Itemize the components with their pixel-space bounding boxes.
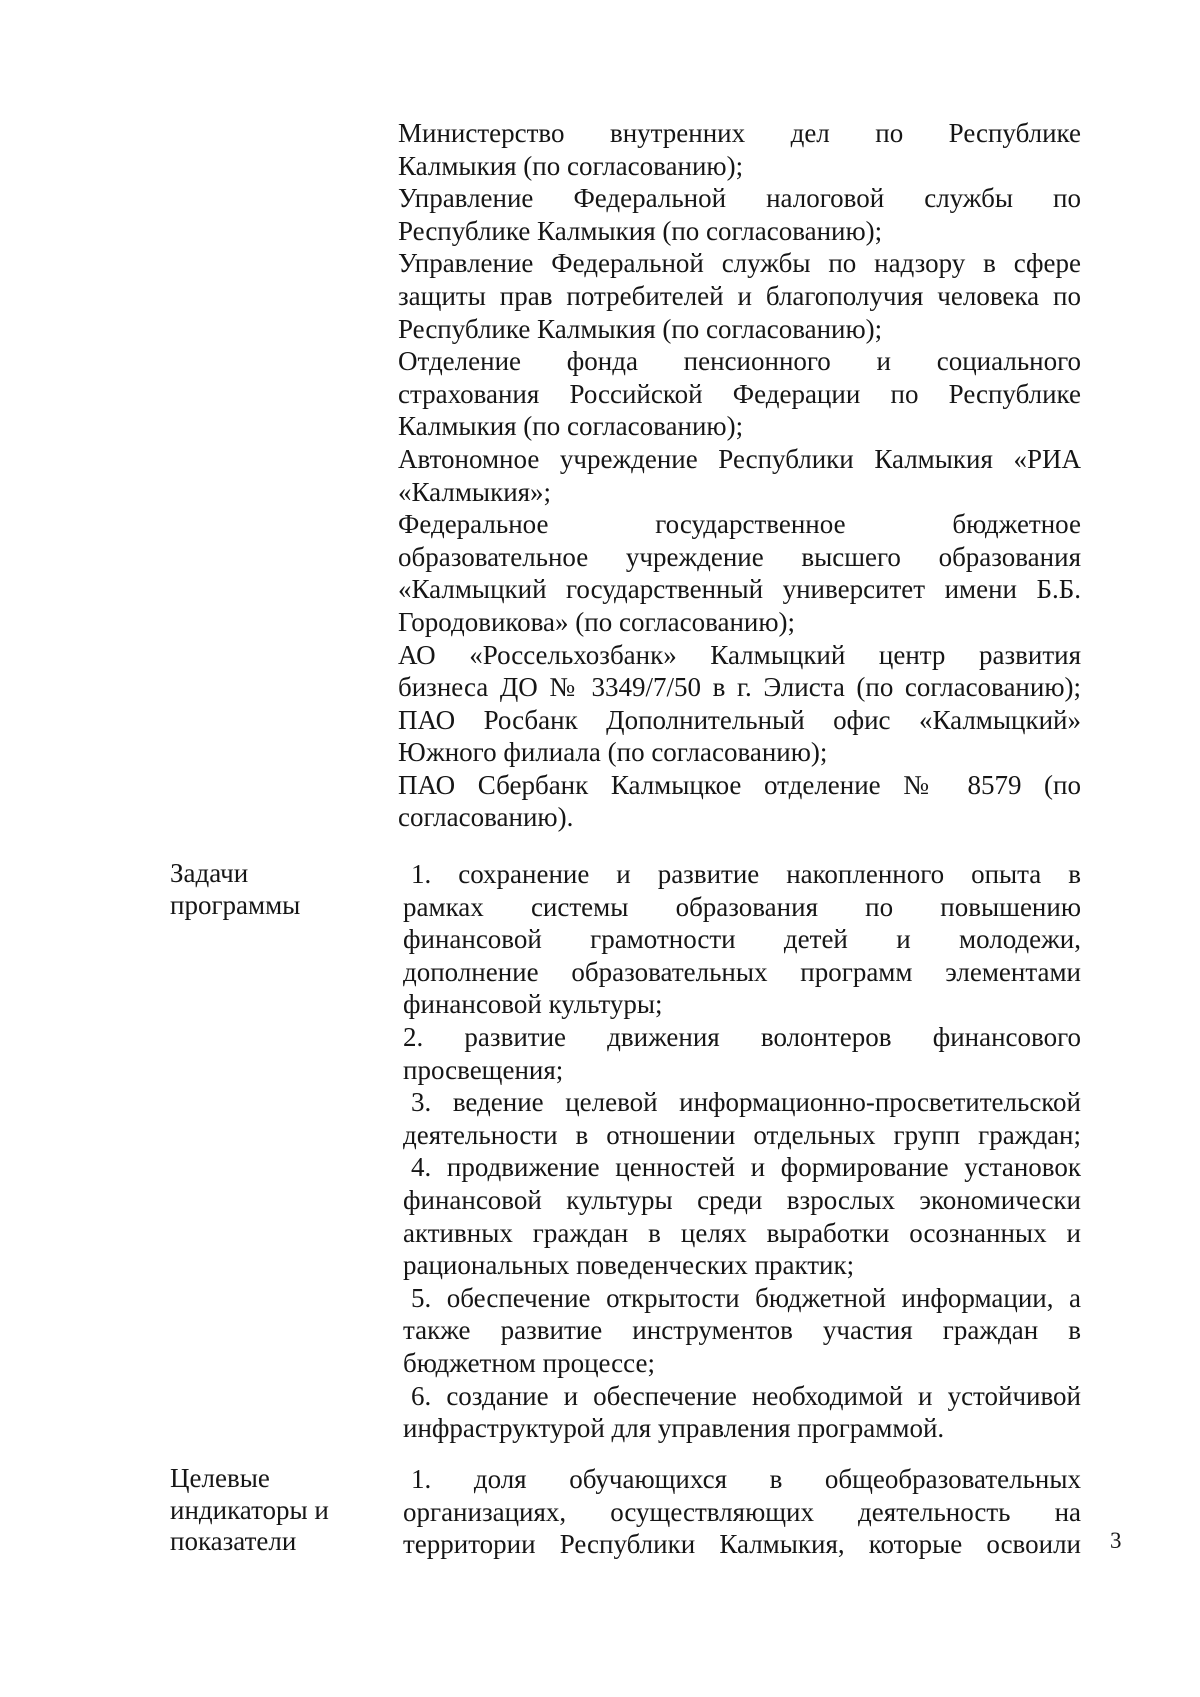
participants-line: Южного филиала (по согласованию); — [398, 737, 828, 768]
participants-line: «Калмыкия»; — [398, 476, 552, 507]
participants-line: образовательное учреждение высшего образования — [398, 541, 1081, 572]
tasks-line: просвещения; — [403, 1054, 564, 1085]
tasks-line: рамках системы образования по повышению — [403, 891, 1081, 922]
participants-line: Городовикова» (по согласованию); — [398, 606, 796, 637]
tasks-line: также развитие инструментов участия граждан в — [403, 1315, 1081, 1346]
tasks-line: 3. ведение целевой информационно-просветительской — [411, 1087, 1081, 1118]
tasks-line: деятельности в отношении отдельных групп граждан; — [403, 1119, 1081, 1150]
participants-line: АО «Россельхозбанк» Калмыцкий центр развития — [398, 639, 1081, 670]
tasks-list — [403, 858, 1081, 1445]
tasks-line: финансовой грамотности детей и молодежи, — [403, 924, 1081, 955]
participants-line: Управление Федеральной службы по надзору в сфере — [398, 248, 1081, 279]
participants-line: Республике Калмыкия (по согласованию); — [398, 215, 883, 246]
tasks-line: финансовой культуры; — [403, 989, 663, 1020]
tasks-line: финансовой культуры среди взрослых экономически — [403, 1184, 1081, 1215]
participants-line: Республике Калмыкия (по согласованию); — [398, 313, 883, 344]
tasks-line: 5. обеспечение открытости бюджетной информации, а — [411, 1282, 1081, 1313]
participants-line: Отделение фонда пенсионного и социального — [398, 346, 1081, 377]
indicators-line: территории Республики Калмыкия, которые освоили — [403, 1529, 1081, 1560]
indicators-line: организациях, осуществляющих деятельность на — [403, 1496, 1081, 1527]
indicators-line: 1. доля обучающихся в общеобразовательных — [411, 1464, 1081, 1494]
tasks-line: дополнение образовательных программ элементами — [403, 956, 1081, 987]
participants-list — [398, 117, 1081, 834]
tasks-line: 6. создание и обеспечение необходимой и устойчивой — [411, 1380, 1081, 1411]
tasks-label-line: программы — [170, 889, 301, 920]
participants-line: ПАО Росбанк Дополнительный офис «Калмыцкий» — [398, 704, 1081, 735]
indicators-list — [403, 1463, 1081, 1561]
tasks-line: бюджетном процессе; — [403, 1347, 655, 1378]
tasks-line: инфраструктурой для управления программой. — [403, 1413, 945, 1444]
participants-line: Калмыкия (по согласованию); — [398, 411, 744, 442]
page-number: 3 — [1110, 1528, 1122, 1553]
tasks-line: 4. продвижение ценностей и формирование установок — [411, 1152, 1081, 1183]
indicators-label — [170, 1463, 329, 1558]
participants-line: «Калмыцкий государственный университет имени Б.Б. — [398, 574, 1081, 605]
tasks-line: активных граждан в целях выработки осознанных и — [403, 1217, 1081, 1248]
participants-line: защиты прав потребителей и благополучия человека по — [398, 280, 1081, 311]
indicators-label-line: показатели — [170, 1526, 297, 1556]
participants-line: Управление Федеральной налоговой службы по — [398, 183, 1081, 214]
participants-line: Калмыкия (по согласованию); — [398, 150, 744, 181]
tasks-label — [170, 858, 300, 921]
participants-line: Министерство внутренних дел по Республике — [398, 118, 1081, 148]
participants-line: ПАО Сбербанк Калмыцкое отделение № 8579 (по — [398, 769, 1081, 800]
participants-line: бизнеса ДО № 3349/7/50 в г. Элиста (по согласованию); — [398, 672, 1081, 703]
participants-line: Федеральное государственное бюджетное — [398, 509, 1081, 540]
participants-line: страхования Российской Федерации по Республике — [398, 378, 1081, 409]
tasks-line: 2. развитие движения волонтеров финансового — [403, 1021, 1081, 1052]
tasks-line: 1. сохранение и развитие накопленного опыта в — [411, 859, 1081, 889]
indicators-label-line: Целевые — [170, 1463, 270, 1493]
participants-line: согласованию). — [398, 802, 574, 833]
participants-line: Автономное учреждение Республики Калмыкия «РИА — [398, 443, 1081, 474]
indicators-label-line: индикаторы и — [170, 1494, 329, 1525]
tasks-label-line: Задачи — [170, 858, 249, 888]
tasks-line: рациональных поведенческих практик; — [403, 1250, 855, 1281]
